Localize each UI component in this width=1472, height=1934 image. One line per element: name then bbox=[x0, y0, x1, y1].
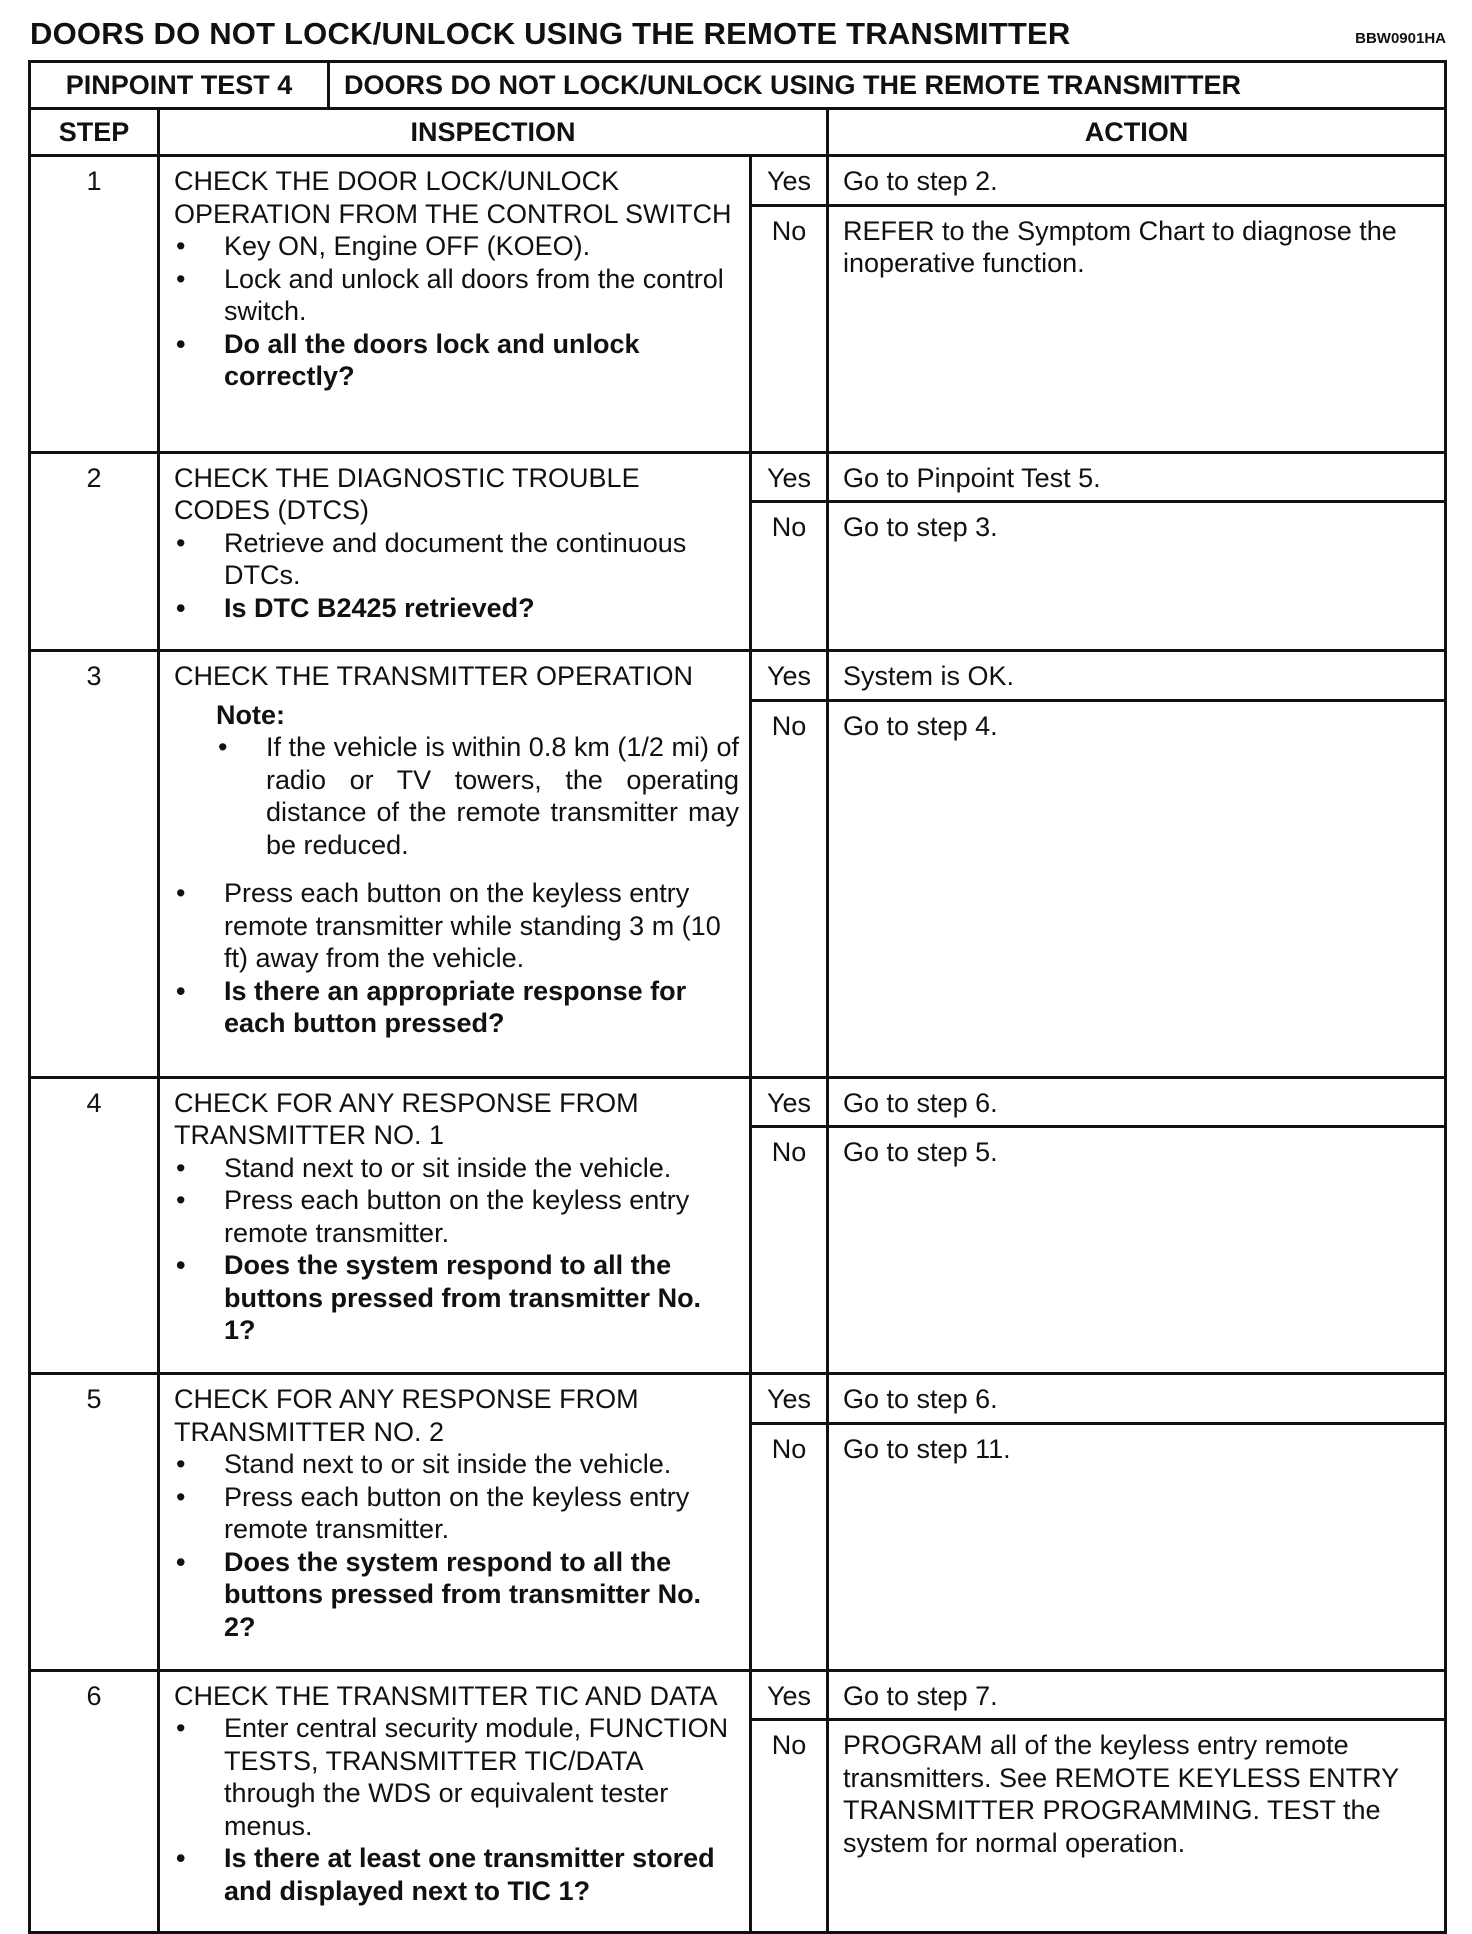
pinpoint-test-table bbox=[28, 60, 1447, 1934]
document-code: BBW0901HA bbox=[1355, 30, 1446, 47]
inspection-bullets bbox=[174, 527, 739, 625]
yes-label: Yes bbox=[751, 1077, 828, 1127]
note-heading: Note: bbox=[216, 699, 285, 730]
inspection-bullet: • Press each button on the keyless entry remote transmitter while standing 3 m (10 ft) away from the vehicle. bbox=[174, 877, 739, 975]
inspection-question: • Is DTC B2425 retrieved? bbox=[174, 592, 739, 625]
inspection-bullets bbox=[174, 230, 739, 393]
step-row bbox=[30, 452, 1446, 502]
note-list bbox=[216, 731, 739, 861]
inspection-bullets bbox=[174, 1448, 739, 1643]
step-heading: CHECK THE DIAGNOSTIC TROUBLE CODES (DTCS) bbox=[174, 462, 640, 525]
inspection-question: • Do all the doors lock and unlock correctly? bbox=[174, 328, 739, 393]
no-label: No bbox=[751, 1720, 828, 1933]
no-action: Go to step 4. bbox=[828, 700, 1446, 1077]
inspection-cell bbox=[159, 156, 751, 453]
pinpoint-test-label: PINPOINT TEST 4 bbox=[30, 62, 329, 109]
no-label: No bbox=[751, 700, 828, 1077]
no-label: No bbox=[751, 502, 828, 651]
inspection-bullet: • Stand next to or sit inside the vehicle. bbox=[174, 1448, 739, 1481]
step-heading: CHECK FOR ANY RESPONSE FROM TRANSMITTER NO. 2 bbox=[174, 1384, 639, 1447]
inspection-cell bbox=[159, 1670, 751, 1933]
inspection-cell bbox=[159, 1077, 751, 1374]
no-action: Go to step 11. bbox=[828, 1423, 1446, 1670]
no-label: No bbox=[751, 1127, 828, 1374]
no-action: Go to step 3. bbox=[828, 502, 1446, 651]
inspection-bullets bbox=[174, 1712, 739, 1907]
inspection-question: • Is there at least one transmitter stored and displayed next to TIC 1? bbox=[174, 1842, 739, 1907]
yes-action: Go to step 6. bbox=[828, 1077, 1446, 1127]
step-heading: CHECK FOR ANY RESPONSE FROM TRANSMITTER NO. 1 bbox=[174, 1087, 639, 1150]
header-row bbox=[30, 109, 1446, 156]
yes-action: System is OK. bbox=[828, 651, 1446, 701]
inspection-bullets bbox=[174, 877, 739, 1040]
inspection-bullet: • Enter central security module, FUNCTION TESTS, TRANSMITTER TIC/DATA through the WDS or equivalent tester menus. bbox=[174, 1712, 739, 1842]
yes-action: Go to Pinpoint Test 5. bbox=[828, 452, 1446, 502]
yes-action: Go to step 2. bbox=[828, 156, 1446, 206]
yes-label: Yes bbox=[751, 156, 828, 206]
step-number: 2 bbox=[30, 452, 159, 651]
yes-label: Yes bbox=[751, 1374, 828, 1424]
yes-action: Go to step 7. bbox=[828, 1670, 1446, 1720]
step-row bbox=[30, 156, 1446, 206]
yes-action: Go to step 6. bbox=[828, 1374, 1446, 1424]
step-row bbox=[30, 1374, 1446, 1424]
inspection-bullets bbox=[174, 1152, 739, 1347]
no-action: Go to step 5. bbox=[828, 1127, 1446, 1374]
step-row bbox=[30, 1077, 1446, 1127]
inspection-bullet: • Stand next to or sit inside the vehicle. bbox=[174, 1152, 739, 1185]
pinpoint-test-title: DOORS DO NOT LOCK/UNLOCK USING THE REMOTE TRANSMITTER bbox=[329, 62, 1446, 109]
inspection-question: • Does the system respond to all the buttons pressed from transmitter No. 1? bbox=[174, 1249, 739, 1347]
yes-label: Yes bbox=[751, 1670, 828, 1720]
yes-label: Yes bbox=[751, 452, 828, 502]
step-row bbox=[30, 651, 1446, 701]
inspection-question: • Does the system respond to all the buttons pressed from transmitter No. 2? bbox=[174, 1546, 739, 1644]
yes-label: Yes bbox=[751, 651, 828, 701]
inspection-bullet: • Press each button on the keyless entry remote transmitter. bbox=[174, 1184, 739, 1249]
no-action: REFER to the Symptom Chart to diagnose the inoperative function. bbox=[828, 205, 1446, 452]
no-action: PROGRAM all of the keyless entry remote transmitters. See REMOTE KEYLESS ENTRY TRANSMITTER PROGRAMMING. TEST the system for normal operation. bbox=[828, 1720, 1446, 1933]
inspection-question: • Is there an appropriate response for each button pressed? bbox=[174, 975, 739, 1040]
no-label: No bbox=[751, 1423, 828, 1670]
inspection-bullet: • Press each button on the keyless entry remote transmitter. bbox=[174, 1481, 739, 1546]
inspection-header: INSPECTION bbox=[159, 109, 828, 156]
step-row bbox=[30, 1670, 1446, 1720]
note-text: • If the vehicle is within 0.8 km (1/2 mi) of radio or TV towers, the operating distance of the remote transmitter may be reduced. bbox=[216, 731, 739, 861]
step-heading: CHECK THE TRANSMITTER TIC AND DATA bbox=[174, 1680, 718, 1711]
inspection-bullet: • Retrieve and document the continuous DTCs. bbox=[174, 527, 739, 592]
step-heading: CHECK THE TRANSMITTER OPERATION bbox=[174, 661, 694, 691]
step-number: 3 bbox=[30, 651, 159, 1078]
inspection-cell bbox=[159, 452, 751, 651]
pinpoint-test-row bbox=[30, 62, 1446, 109]
action-header: ACTION bbox=[828, 109, 1446, 156]
step-number: 1 bbox=[30, 156, 159, 453]
step-heading: CHECK THE DOOR LOCK/UNLOCK OPERATION FROM THE CONTROL SWITCH bbox=[174, 166, 732, 229]
note-block bbox=[174, 699, 739, 862]
inspection-bullet: • Key ON, Engine OFF (KOEO). bbox=[174, 230, 739, 263]
inspection-cell bbox=[159, 1374, 751, 1671]
step-number: 4 bbox=[30, 1077, 159, 1374]
step-number: 6 bbox=[30, 1670, 159, 1933]
step-header: STEP bbox=[30, 109, 159, 156]
page-title: DOORS DO NOT LOCK/UNLOCK USING THE REMOTE TRANSMITTER bbox=[30, 16, 1071, 51]
no-label: No bbox=[751, 205, 828, 452]
inspection-bullet: • Lock and unlock all doors from the control switch. bbox=[174, 263, 739, 328]
inspection-cell bbox=[159, 651, 751, 1078]
step-number: 5 bbox=[30, 1374, 159, 1671]
